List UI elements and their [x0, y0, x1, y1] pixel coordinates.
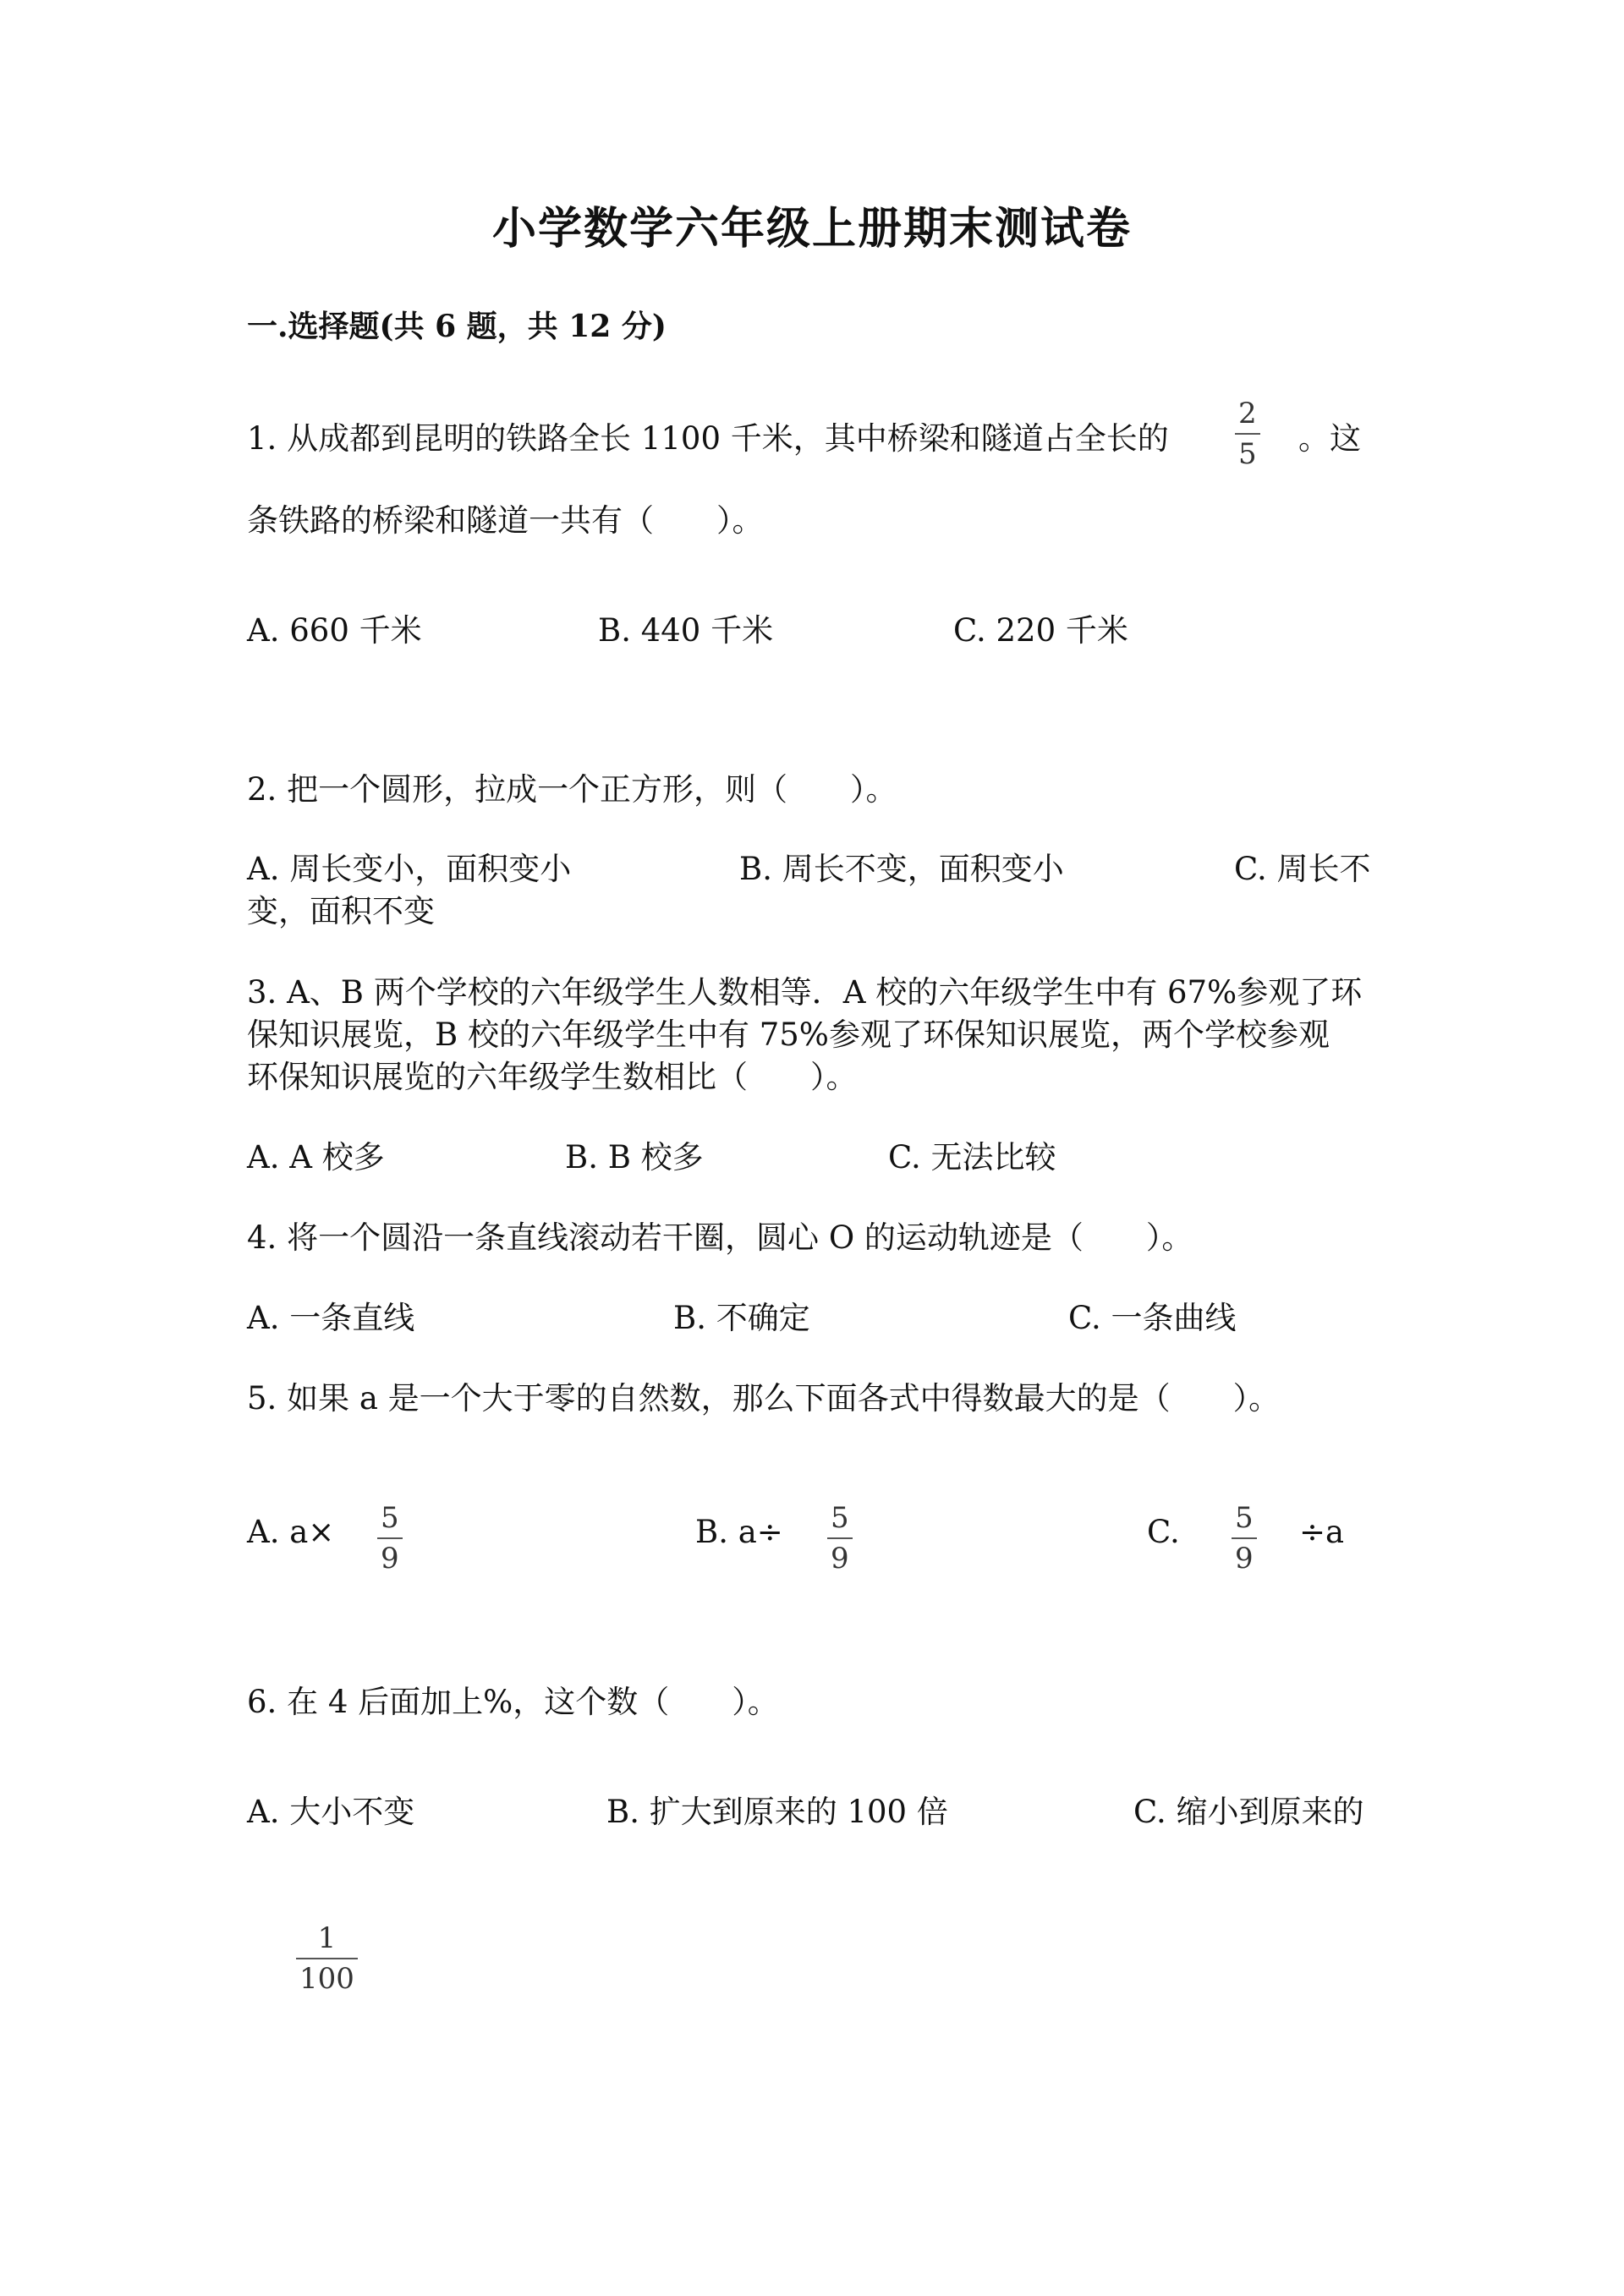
- q2-option-c-continued: 变，面积不变: [247, 893, 435, 929]
- section-heading: 一.选择题(共 6 题，共 12 分): [247, 309, 667, 344]
- q5-option-c-end: ÷a: [1299, 1514, 1345, 1550]
- fraction-denominator: 9: [831, 1542, 849, 1575]
- q5-option-b-fraction: [827, 1501, 853, 1575]
- q1-fraction-numerator: 2: [1238, 397, 1257, 430]
- q3-stem-line1: 3. A、B 两个学校的六年级学生人数相等．A 校的六年级学生中有 67%参观了环: [247, 974, 1363, 1011]
- q5-option-c-fraction: [1232, 1501, 1257, 1575]
- fraction-denominator: 9: [1235, 1542, 1254, 1575]
- fraction-numerator: 5: [381, 1501, 399, 1535]
- page-title: 小学数学六年级上册期末测试卷: [491, 203, 1132, 255]
- q6-stem: 6. 在 4 后面加上%，这个数（ ）。: [247, 1684, 779, 1720]
- q4-option-b: B. 不确定: [673, 1300, 810, 1336]
- q2-stem: 2. 把一个圆形，拉成一个正方形，则（ ）。: [247, 771, 897, 808]
- q2-option-b: B. 周长不变，面积变小: [739, 851, 1064, 887]
- q5-option-a: A. a×: [247, 1514, 335, 1550]
- q1-stem-line1: 1. 从成都到昆明的铁路全长 1100 千米，其中桥梁和隧道占全长的: [247, 420, 1169, 457]
- q1-option-b: B. 440 千米: [598, 612, 774, 649]
- q1-fraction: [1235, 399, 1260, 469]
- q2-option-c: C. 周长不: [1234, 851, 1371, 887]
- fraction-numerator: 5: [831, 1501, 849, 1535]
- q2-option-a: A. 周长变小，面积变小: [247, 851, 572, 887]
- q6-option-a: A. 大小不变: [247, 1794, 415, 1830]
- q5-option-a-fraction: [377, 1501, 403, 1575]
- q5-option-b: B. a÷: [695, 1514, 783, 1550]
- q1-stem-line1-end: 。这: [1298, 420, 1361, 457]
- q3-stem-line2: 保知识展览，B 校的六年级学生中有 75%参观了环保知识展览，两个学校参观: [247, 1016, 1330, 1053]
- fraction-denominator: 100: [299, 1962, 354, 1996]
- q5-stem: 5. 如果 a 是一个大于零的自然数，那么下面各式中得数最大的是（ ）。: [247, 1380, 1281, 1417]
- q1-option-a: A. 660 千米: [247, 612, 422, 649]
- q3-option-c: C. 无法比较: [888, 1139, 1056, 1175]
- fraction-numerator: 5: [1235, 1501, 1254, 1535]
- q1-fraction-denominator: 5: [1238, 437, 1257, 471]
- q3-option-a: A. A 校多: [247, 1139, 385, 1175]
- q3-stem-line3: 环保知识展览的六年级学生数相比（ ）。: [247, 1059, 858, 1095]
- q6-option-c-fraction: [296, 1921, 358, 1996]
- q5-option-c: C.: [1147, 1514, 1180, 1550]
- fraction-denominator: 9: [381, 1542, 399, 1575]
- q4-stem: 4. 将一个圆沿一条直线滚动若干圈，圆心 O 的运动轨迹是（ ）。: [247, 1219, 1193, 1256]
- q4-option-c: C. 一条曲线: [1068, 1300, 1237, 1336]
- fraction-numerator: 1: [317, 1921, 337, 1955]
- q6-option-b: B. 扩大到原来的 100 倍: [606, 1794, 948, 1830]
- q3-option-b: B. B 校多: [565, 1139, 704, 1175]
- q6-option-c: C. 缩小到原来的: [1133, 1794, 1364, 1830]
- q4-option-a: A. 一条直线: [247, 1300, 415, 1336]
- q1-option-c: C. 220 千米: [953, 612, 1128, 649]
- q1-stem-line2: 条铁路的桥梁和隧道一共有（ ）。: [247, 502, 764, 539]
